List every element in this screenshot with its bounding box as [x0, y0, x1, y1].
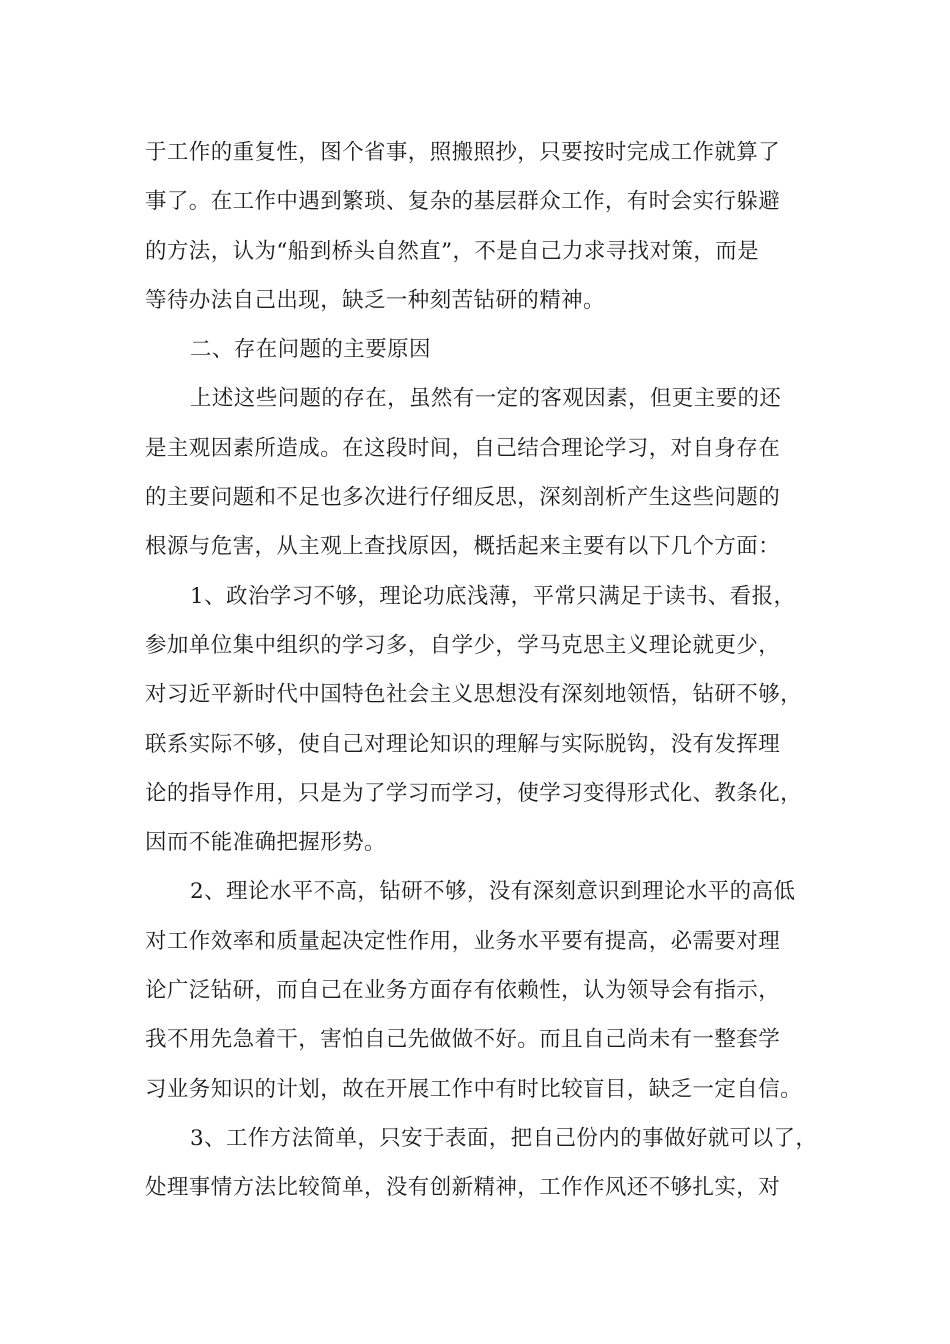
text-line: 论的指导作用，只是为了学习而学习，使学习变得形式化、教条化，	[145, 780, 803, 806]
text-line: 1、政治学习不够，理论功底浅薄，平常只满足于读书、看报，	[190, 583, 796, 609]
text-line: 我不用先急着干，害怕自己先做做不好。而且自己尚未有一整套学	[145, 1027, 781, 1053]
text-line: 处理事情方法比较简单，没有创新精神，工作作风还不够扎实，对	[145, 1175, 781, 1201]
text-line: 于工作的重复性，图个省事，照搬照抄，只要按时完成工作就算了	[145, 140, 781, 165]
text-line: 是主观因素所造成。在这段时间，自己结合理论学习，对自身存在	[145, 435, 781, 461]
text-line: 对工作效率和质量起决定性作用，业务水平要有提高，必需要对理	[145, 928, 781, 954]
text-line: 论广泛钻研，而自己在业务方面存有依赖性，认为领导会有指示，	[145, 978, 781, 1004]
text-line: 等待办法自己出现，缺乏一种刻苦钻研的精神。	[145, 287, 605, 313]
text-line: 因而不能准确把握形势。	[145, 830, 386, 856]
text-line: 2、理论水平不高，钻研不够，没有深刻意识到理论水平的高低	[190, 879, 796, 905]
text-line: 的方法，认为“船到桥头自然直”，不是自己力求寻找对策，而是	[145, 238, 760, 264]
text-line: 的主要问题和不足也多次进行仔细反思，深刻剖析产生这些问题的	[145, 485, 781, 511]
text-line: 习业务知识的计划，故在开展工作中有时比较盲目，缺乏一定自信。	[145, 1076, 803, 1102]
text-line: 联系实际不够，使自己对理论知识的理解与实际脱钩，没有发挥理	[145, 731, 781, 757]
document-body	[145, 128, 827, 1213]
text-line: 根源与危害，从主观上查找原因，概括起来主要有以下几个方面：	[145, 534, 781, 560]
text-line: 3、工作方法简单，只安于表面，把自己份内的事做好就可以了，	[190, 1125, 818, 1151]
text-line: 二、存在问题的主要原因	[190, 337, 431, 363]
text-line: 参加单位集中组织的学习多，自学少，学马克思主义理论就更少，	[145, 632, 781, 658]
text-line: 对习近平新时代中国特色社会主义思想没有深刻地领悟，钻研不够，	[145, 682, 803, 708]
text-line: 上述这些问题的存在，虽然有一定的客观因素，但更主要的还	[190, 386, 782, 412]
text-line: 事了。在工作中遇到繁琐、复杂的基层群众工作，有时会实行躲避	[145, 189, 781, 215]
